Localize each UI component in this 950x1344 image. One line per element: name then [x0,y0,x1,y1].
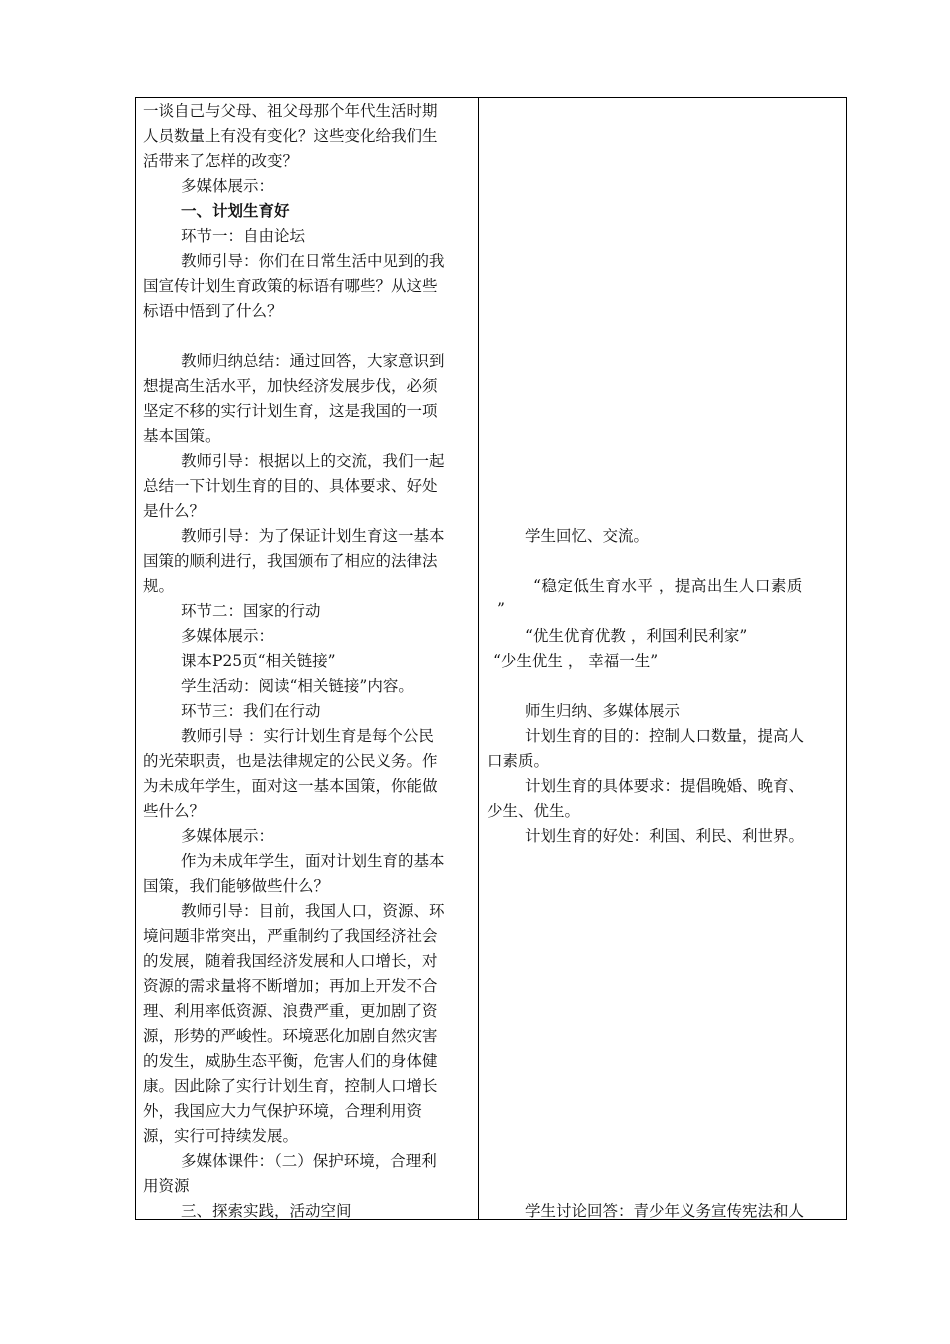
left-line: 环节一：自由论坛 [181,227,306,245]
left-line: 教师引导：目前，我国人口，资源、环 [181,902,445,920]
left-line: 为未成年学生，面对这一基本国策，你能做 [143,777,438,795]
left-line: 作为未成年学生，面对计划生育的基本 [181,852,445,870]
left-line: 国宣传计划生育政策的标语有哪些？从这些 [143,277,438,295]
right-line: “优生优育优教 ，利国利民利家” [525,627,748,645]
column-divider [478,97,479,1220]
left-line: 总结一下计划生育的目的、具体要求、好处 [143,477,438,495]
left-line: 环节二：国家的行动 [181,602,321,620]
left-line: 学生活动：阅读“相关链接”内容。 [181,677,414,695]
left-line: 教师引导：为了保证计划生育这一基本 [181,527,445,545]
left-line: 环节三：我们在行动 [181,702,321,720]
left-line: 多媒体展示： [181,177,275,195]
left-line: 基本国策。 [143,427,221,445]
right-line: 计划生育的好处：利国、利民、利世界。 [525,827,805,845]
section-heading: 一、计划生育好 [181,202,290,220]
left-line: 的发生，威胁生态平衡，危害人们的身体健 [143,1052,438,1070]
left-line: 源，实行可持续发展。 [143,1127,299,1145]
left-line: 想提高生活水平，加快经济发展步伐，必须 [143,377,438,395]
left-line: 康。因此除了实行计划生育，控制人口增长 [143,1077,438,1095]
left-line: 教师引导 ：实行计划生育是每个公民 [181,727,434,745]
left-line: 教师归纳总结：通过回答，大家意识到 [181,352,445,370]
left-line: 一谈自己与父母、祖父母那个年代生活时期 [143,102,438,120]
right-line: 师生归纳、多媒体展示 [525,702,681,720]
left-line: 理、利用率低资源、浪费严重，更加剧了资 [143,1002,438,1020]
right-line: 口素质。 [487,752,550,770]
left-line: 坚定不移的实行计划生育，这是我国的一项 [143,402,438,420]
right-line: “少生优生 ， 幸福一生” [493,652,659,670]
right-line: 学生回忆、交流。 [525,527,650,545]
left-line: 用资源 [143,1177,190,1195]
left-line: 外，我国应大力气保护环境，合理利用资 [143,1102,423,1120]
left-line: 多媒体展示： [181,627,275,645]
left-line: 资源的需求量将不断增加；再加上开发不合 [143,977,438,995]
left-line: 课本P25页“相关链接” [181,652,336,670]
right-line: 计划生育的目的：控制人口数量，提高人 [525,727,805,745]
right-line: 学生讨论回答：青少年义务宣传宪法和人 [525,1202,805,1220]
left-line: 规。 [143,577,175,595]
left-line: 多媒体展示： [181,827,275,845]
left-line: 国策的顺利进行，我国颁布了相应的法律法 [143,552,438,570]
left-line: 标语中悟到了什么？ [143,302,283,320]
left-line: 的发展，随着我国经济发展和人口增长，对 [143,952,438,970]
left-line: 是什么？ [143,502,206,520]
left-line: 源，形势的严峻性。环境恶化加剧自然灾害 [143,1027,438,1045]
left-line: 些什么？ [143,802,206,820]
left-line: 活带来了怎样的改变？ [143,152,299,170]
right-line: 计划生育的具体要求：提倡晚婚、晚育、 [525,777,805,795]
left-line: 教师引导：根据以上的交流，我们一起 [181,452,445,470]
right-line: “稳定低生育水平 ，提高出生人口素质 [533,577,803,595]
left-line: 多媒体课件：（二）保护环境，合理利 [181,1152,437,1170]
left-line: 境问题非常突出，严重制约了我国经济社会 [143,927,438,945]
left-line: 人员数量上有没有变化？这些变化给我们生 [143,127,438,145]
left-line: 教师引导：你们在日常生活中见到的我 [181,252,445,270]
left-line: 三、探索实践，活动空间 [181,1202,352,1220]
right-line: 少生、优生。 [487,802,581,820]
left-line: 国策，我们能够做些什么？ [143,877,330,895]
left-line: 的光荣职责，也是法律规定的公民义务。作 [143,752,438,770]
right-line: ” [497,600,505,618]
